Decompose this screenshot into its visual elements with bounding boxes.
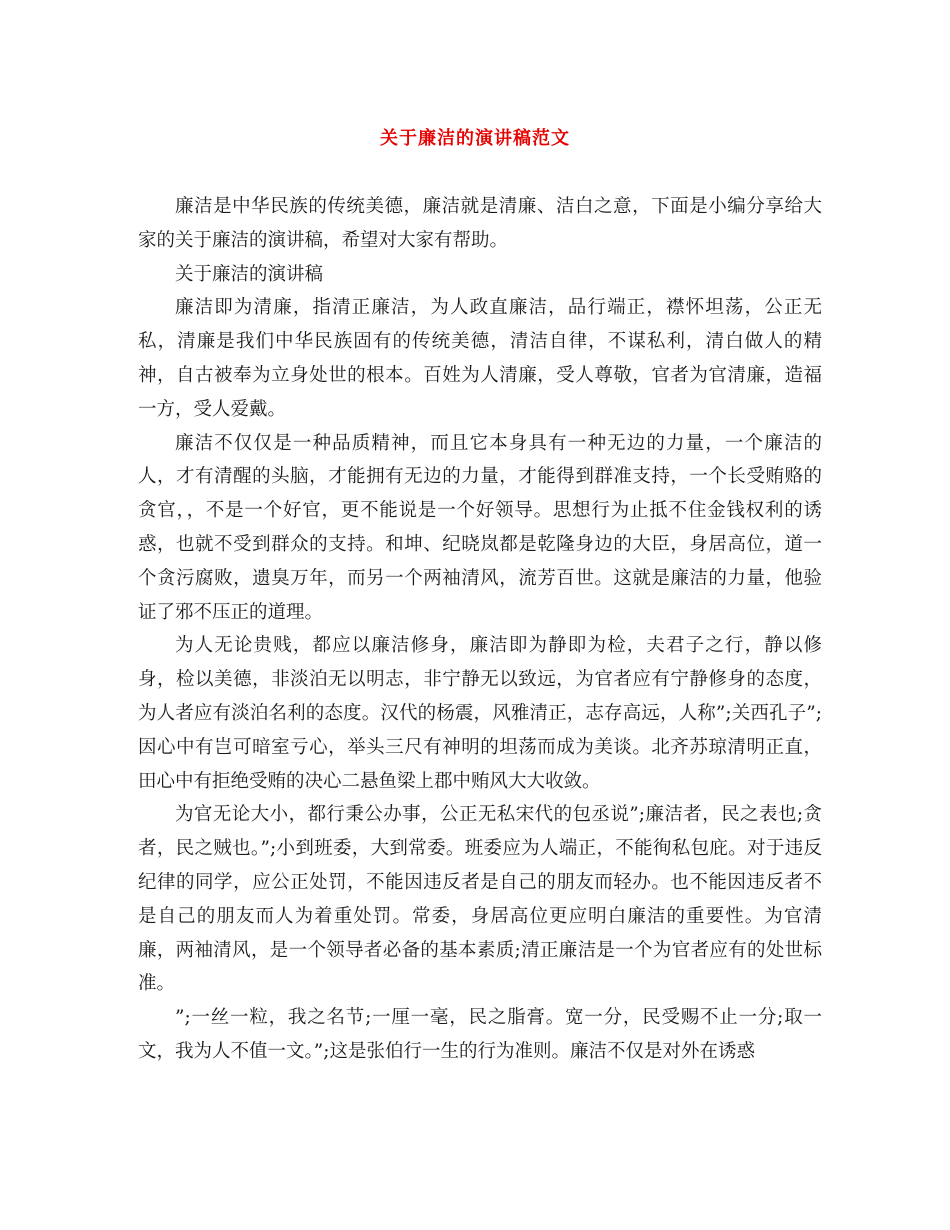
paragraph: 为官无论大小，都行秉公办事，公正无私宋代的包丞说”;廉洁者，民之表也;贪者，民之贼也。”;小到班委，大到常委。班委应为人端正，不能徇私包庇。对于违反纪律的同学，应公正处罚，不能因违反者是自己的朋友而轻办。也不能因违反者不是自己的朋友而人为着重处罚。常委，身居高位更应明白廉洁的重要性。为官清廉，两袖清风，是一个领导者必备的基本素质;清正廉洁是一个为官者应有的处世标准。 bbox=[138, 804, 822, 995]
paragraph-subheading: 关于廉洁的演讲稿 bbox=[175, 263, 324, 285]
paragraph: ”;一丝一粒，我之名节;一厘一毫，民之脂膏。宽一分，民受赐不止一分;取一文，我为人不值一文。”;这是张伯行一生的行为准则。廉洁不仅是对外在诱惑 bbox=[138, 1007, 822, 1062]
paragraph-intro: 廉洁是中华民族的传统美德，廉洁就是清廉、洁白之意，下面是小编分享给大家的关于廉洁的演讲稿，希望对大家有帮助。 bbox=[138, 196, 822, 251]
paragraph: 为人无论贵贱，都应以廉洁修身，廉洁即为静即为检，夫君子之行，静以修身，检以美德，非淡泊无以明志，非宁静无以致远，为官者应有宁静修身的态度，为人者应有淡泊名利的态度。汉代的杨震，风雅清正，志存高远，人称”;关西孔子”;因心中有岂可暗室亏心，举头三尺有神明的坦荡而成为美谈。北齐苏琼清明正直，田心中有拒绝受贿的决心二悬鱼梁上郡中贿风大大收敛。 bbox=[138, 635, 822, 792]
page-title: 关于廉洁的演讲稿范文 bbox=[380, 128, 570, 149]
document-body bbox=[138, 190, 822, 1069]
paragraph: 廉洁即为清廉，指清正廉洁，为人政直廉洁，品行端正，襟怀坦荡，公正无私，清廉是我们中华民族固有的传统美德，清洁自律，不谋私利，清白做人的精神，自古被奉为立身处世的根本。百姓为人清廉，受人尊敬，官者为官清廉，造福一方，受人爱戴。 bbox=[138, 297, 822, 420]
paragraph: 廉洁不仅仅是一种品质精神，而且它本身具有一种无边的力量，一个廉洁的人，才有清醒的头脑，才能拥有无边的力量，才能得到群准支持，一个长受贿赂的贪官，，不是一个好官，更不能说是一个好领导。思想行为止抵不住金钱权利的诱惑，也就不受到群众的支持。和坤、纪晓岚都是乾隆身边的大臣，身居高位，道一个贪污腐败，遗臭万年，而另一个两袖清风，流芳百世。这就是廉洁的力量，他验证了邪不压正的道理。 bbox=[138, 432, 822, 623]
